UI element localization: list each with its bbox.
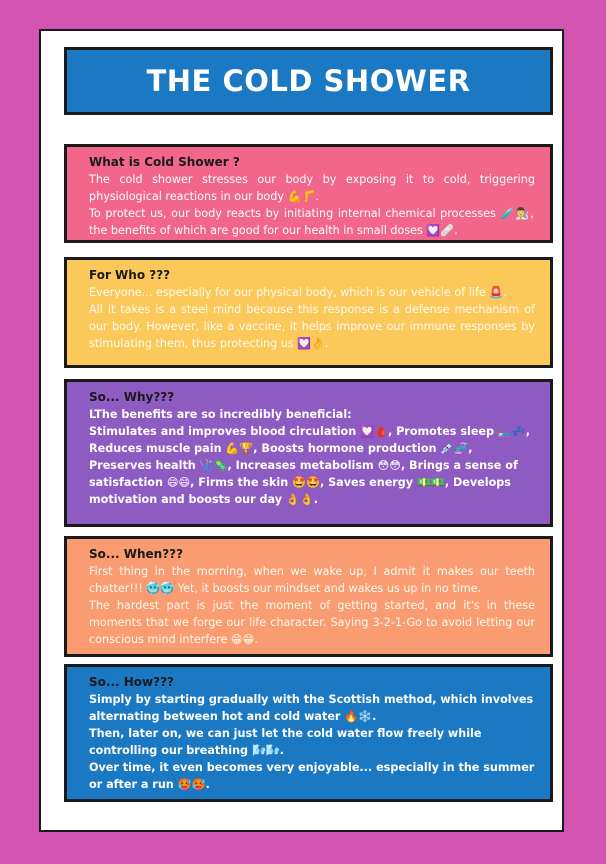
section-heading: So... How??? — [89, 675, 174, 689]
section-text: Then, later on, we can just let the cold water flow freely while controlling our breathing 🌬️🌬️. — [89, 727, 482, 757]
section-how — [64, 664, 553, 802]
section-who — [64, 257, 553, 368]
section-text: Over time, it even becomes very enjoyable... especially in the summer or after a run 🥵🥵. — [89, 761, 535, 791]
section-text: The cold shower stresses our body by exposing it to cold, triggering physiological reactions in our body 💪🦵. — [89, 173, 535, 203]
title-banner — [64, 47, 553, 115]
section-text: To protect us, our body reacts by initiating internal chemical processes 🧪👨‍🔬, the benefits of which are good for our health in small doses 💟🩹. — [89, 207, 534, 237]
poster-page — [39, 29, 564, 832]
section-heading: So... Why??? — [89, 390, 175, 404]
section-heading: What is Cold Shower ? — [89, 155, 240, 169]
section-heading: So... When??? — [89, 547, 184, 561]
section-why — [64, 379, 553, 527]
section-what — [64, 144, 553, 243]
section-text: Simply by starting gradually with the Scottish method, which involves alternating between hot and cold water 🔥❄️. — [89, 693, 534, 723]
section-text: All it takes is a steel mind because this response is a defense mechanism of our body. However, like a vaccine, it helps improve our immune responses by stimulating them, thus protecting us 💟👌. — [89, 303, 535, 350]
section-text: First thing in the morning, when we wake up, I admit it makes our teeth chatter!!! 🥶🥶 Yet, it boosts our mindset and wakes us up in no time. — [89, 565, 535, 595]
section-heading: For Who ??? — [89, 268, 171, 282]
section-text: Stimulates and improves blood circulation 💟🩸, Promotes sleep 🛏️💤, Reduces muscle pain 💪🏆, Boosts hormone production 💉🧬, Preserves health 🩺🦠, Increases metabolism 😳😳, Brings a sense of satisfaction 😄😄, Firms the skin 🤩🤩, Saves energy 💵💵, Develops motivation and boosts our day 👌👌. — [89, 425, 531, 506]
section-text: Everyone... especially for our physical body, which is our vehicle of life 🚨. — [89, 286, 507, 299]
section-text: LThe benefits are so incredibly beneficial: — [89, 408, 352, 421]
page-title: THE COLD SHOWER — [146, 64, 471, 98]
section-text: The hardest part is just the moment of getting started, and it's in these moments that we forge our life character. Saying 3-2-1-Go to avoid letting our conscious mind interfere 😁😁. — [89, 599, 535, 646]
section-when — [64, 536, 553, 657]
